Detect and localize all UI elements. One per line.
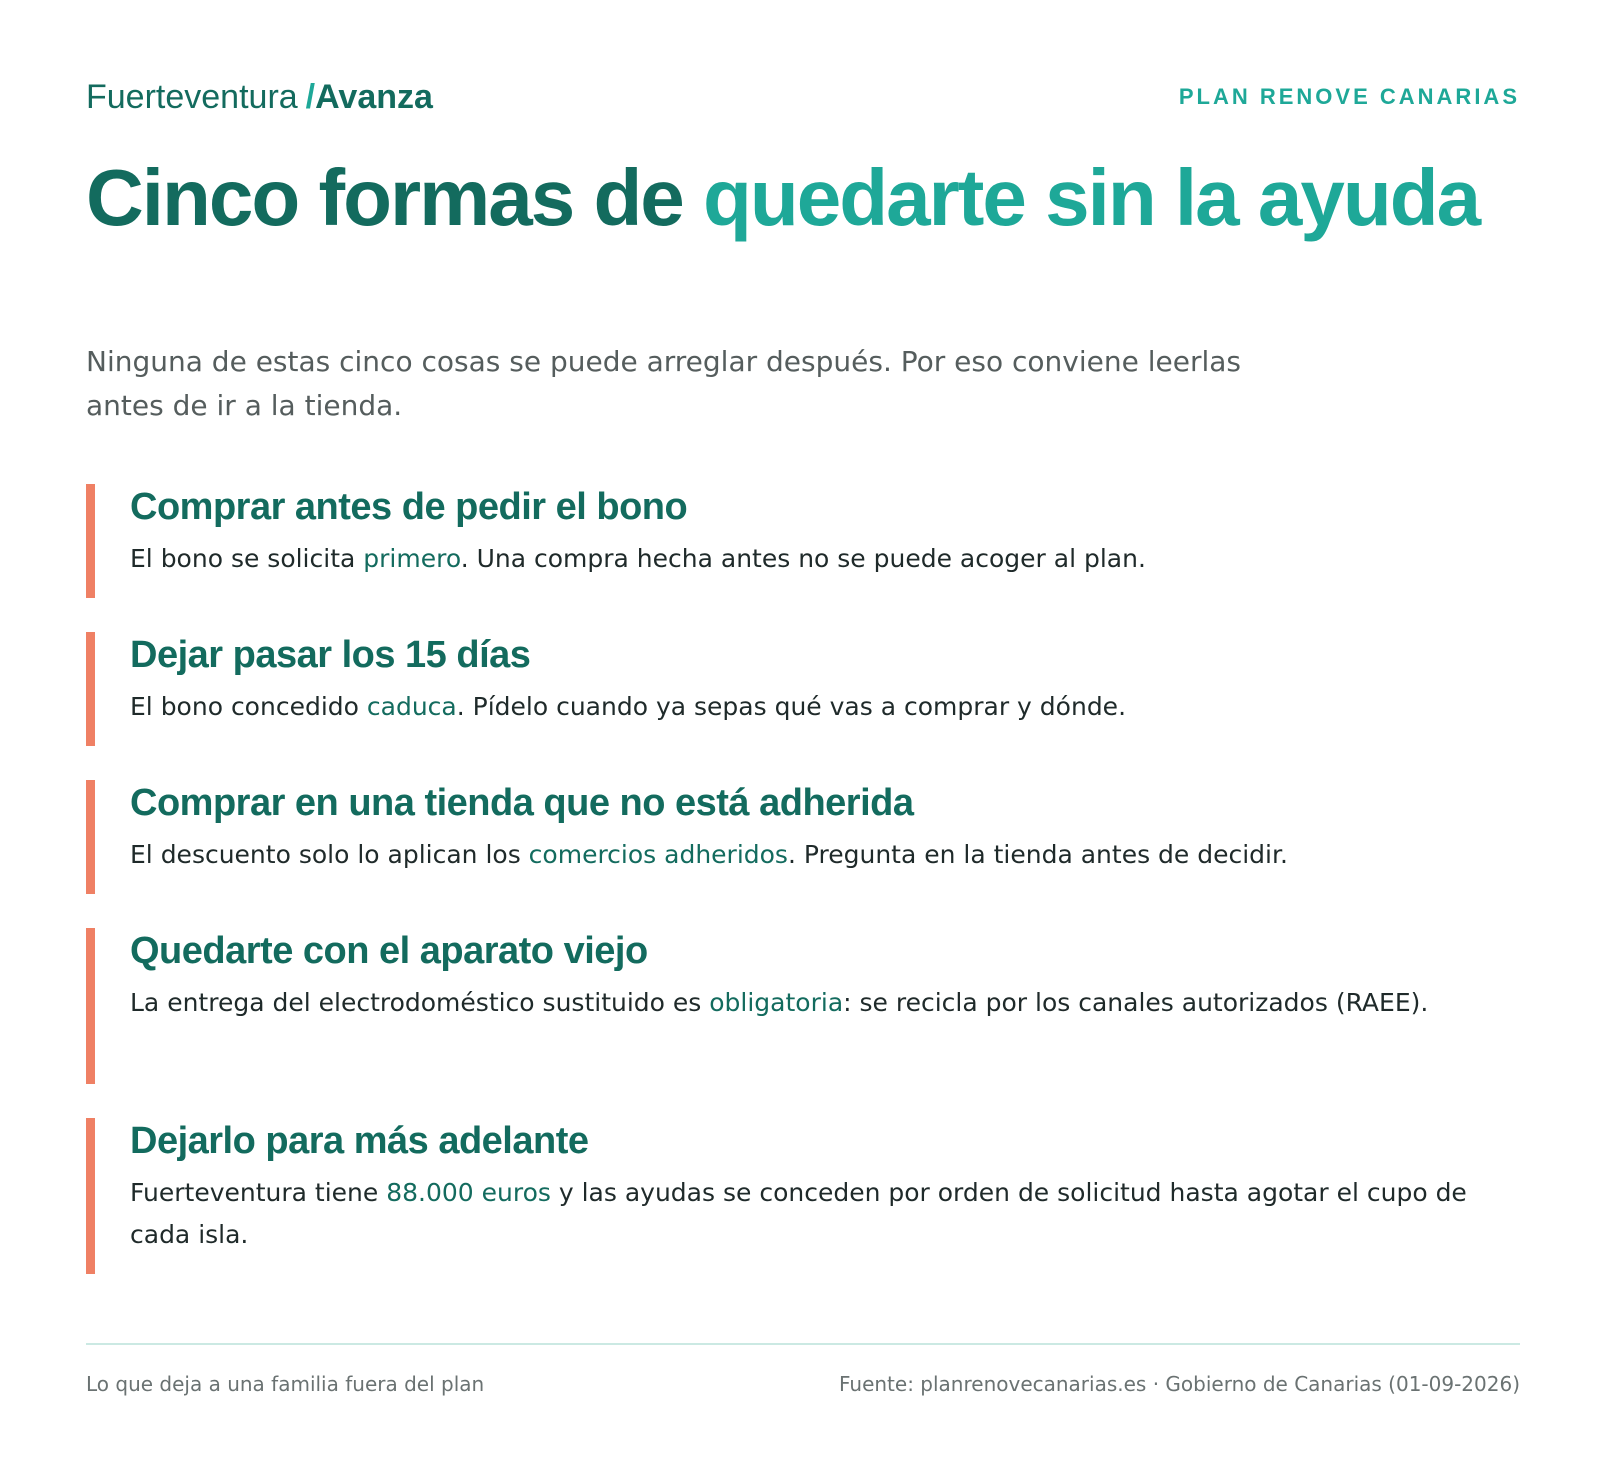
warning-item xyxy=(86,780,1520,894)
body-highlight: caduca xyxy=(366,692,457,721)
body-text: Fuerteventura tiene xyxy=(130,1178,387,1207)
brand-name-light: Fuerteventura xyxy=(86,77,298,116)
body-highlight: 88.000 euros xyxy=(386,1178,551,1207)
warning-item-title: Comprar antes de pedir el bono xyxy=(130,486,688,528)
warning-item xyxy=(86,1118,1520,1274)
body-text: y las ayudas se conceden por orden de solicitud hasta agotar el cupo de cada isla. xyxy=(130,1178,1467,1249)
warning-item-body xyxy=(130,834,1520,876)
body-highlight: obligatoria xyxy=(709,988,844,1017)
footer-divider xyxy=(86,1343,1520,1345)
warning-item-title: Dejarlo para más adelante xyxy=(130,1120,589,1162)
footer xyxy=(86,1372,1520,1396)
warning-item xyxy=(86,928,1520,1084)
title-part-dark: Cinco formas de xyxy=(86,153,704,242)
warning-item-body xyxy=(130,1172,1520,1256)
title-part-accent: quedarte sin la ayuda xyxy=(703,153,1480,242)
brand-logo xyxy=(86,78,433,117)
body-highlight: comercios adheridos xyxy=(528,840,788,869)
brand-slash: / xyxy=(305,77,316,116)
top-bar xyxy=(86,74,1520,120)
body-text: : se recicla por los canales autorizados (RAEE). xyxy=(843,988,1429,1017)
warning-item xyxy=(86,632,1520,746)
warning-item-title: Comprar en una tienda que no está adherida xyxy=(130,782,914,824)
body-text: . Una compra hecha antes no se puede acoger al plan. xyxy=(460,544,1146,573)
warning-item-body xyxy=(130,982,1520,1024)
plan-label: PLAN RENOVE CANARIAS xyxy=(1178,84,1520,109)
warning-item-title: Dejar pasar los 15 días xyxy=(130,634,531,676)
body-text: El descuento solo lo aplican los xyxy=(130,840,529,869)
body-text: . Pregunta en la tienda antes de decidir. xyxy=(787,840,1288,869)
footer-source: Fuente: planrenovecanarias.es · Gobierno de Canarias (01-09-2026) xyxy=(838,1372,1520,1396)
body-text: La entrega del electrodoméstico sustituido es xyxy=(130,988,710,1017)
warning-item-body xyxy=(130,686,1520,728)
page-title xyxy=(86,153,1506,242)
body-text: El bono se solicita xyxy=(130,544,364,573)
intro-text: Ninguna de estas cinco cosas se puede arreglar después. Por eso conviene leerlas antes de ir a la tienda. xyxy=(86,345,1242,422)
brand-name-bold: Avanza xyxy=(315,77,433,116)
warning-item-title: Quedarte con el aparato viejo xyxy=(130,930,648,972)
body-text: . Pídelo cuando ya sepas qué vas a comprar y dónde. xyxy=(456,692,1127,721)
body-text: El bono concedido xyxy=(130,692,367,721)
body-highlight: primero xyxy=(363,544,461,573)
warning-item xyxy=(86,484,1520,598)
footer-caption: Lo que deja a una familia fuera del plan xyxy=(86,1372,485,1396)
warning-item-body xyxy=(130,538,1520,580)
